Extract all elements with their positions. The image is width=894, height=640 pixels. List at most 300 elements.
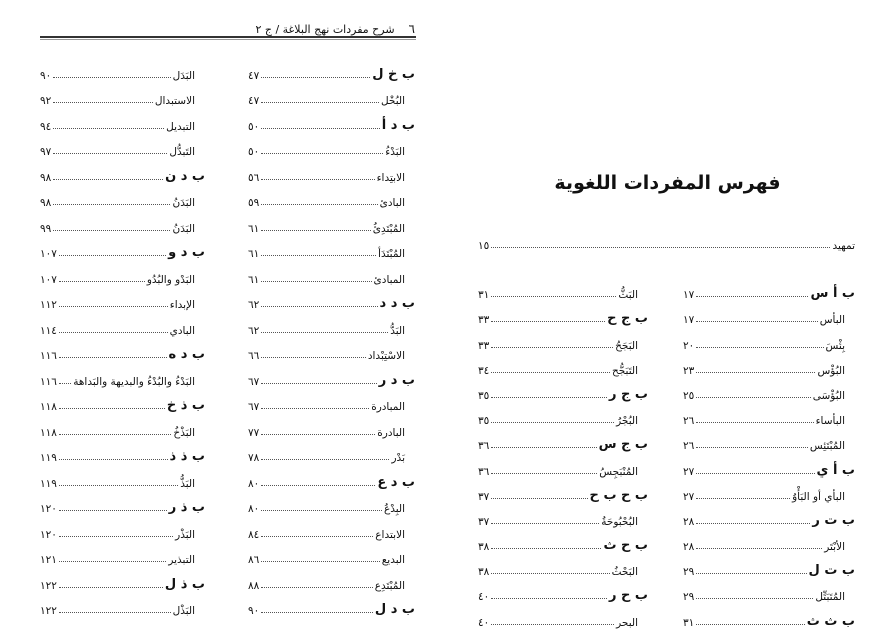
entry-page: ٣٣	[478, 314, 490, 327]
entry-term: المُبْتَدَأ	[378, 248, 405, 260]
entry-page: ٢٧	[683, 465, 695, 478]
index-entry	[40, 107, 205, 133]
dot-leader	[491, 422, 614, 423]
dot-leader	[261, 561, 379, 562]
entry-term: البَذْل	[172, 605, 195, 617]
index-entry	[248, 337, 415, 363]
entry-term: البأي أو البَأْوُ	[792, 490, 845, 503]
dot-leader	[491, 598, 607, 599]
index-entry	[683, 301, 855, 326]
index-entry	[248, 184, 415, 210]
index-root-heading	[248, 464, 415, 490]
entry-term: المُتَبَتِّل	[815, 591, 845, 604]
entry-term: البَدَنُ	[172, 197, 195, 209]
dot-leader	[261, 383, 376, 384]
index-entry	[40, 286, 205, 312]
dot-leader	[59, 332, 168, 333]
entry-term: التَبَجُّح	[611, 364, 638, 377]
entry-term: البَذْر	[175, 528, 195, 541]
entry-term: ب ذ ل	[164, 576, 205, 592]
entry-term: ب أ ي	[816, 462, 855, 478]
entry-page: ٣١	[478, 289, 490, 302]
dot-leader	[696, 397, 810, 398]
entry-page: ٤٧	[248, 95, 260, 107]
index-entry	[248, 133, 415, 159]
entry-page: ٩٤	[40, 120, 52, 133]
entry-term: ب ث ث	[806, 613, 855, 629]
entry-term: البُجْرُ	[616, 415, 638, 428]
entry-page: ٤٠	[478, 591, 490, 604]
entry-term: الاسْتِبْداد	[367, 350, 405, 362]
index-entry	[683, 326, 855, 351]
entry-term: البحر	[616, 616, 638, 629]
entry-page: ٥٦	[248, 171, 260, 184]
entry-page: ٦٧	[248, 401, 260, 413]
dot-leader	[696, 473, 814, 474]
left-page-left-column	[40, 56, 205, 617]
entry-page: ١٥	[478, 239, 490, 252]
entry-term: المُبْتَئِس	[809, 440, 845, 453]
entry-term: ب د ه	[168, 347, 205, 362]
entry-page: ٣٨	[478, 566, 490, 579]
index-entry	[248, 260, 415, 286]
running-title: شرح مفردات نهج البلاغة / ج ٢	[255, 23, 395, 36]
entry-page: ٥٠	[248, 146, 260, 158]
entry-term: ب ج ر	[609, 386, 648, 402]
index-root-heading	[40, 235, 205, 261]
dot-leader	[59, 434, 172, 435]
entry-term: ب د ر	[378, 372, 415, 388]
dot-leader	[261, 77, 370, 78]
entry-page: ٣٣	[478, 339, 490, 352]
index-root-heading	[40, 490, 205, 516]
entry-term: البَدُّ	[390, 324, 405, 337]
index-entry	[248, 388, 415, 414]
dot-leader	[491, 347, 613, 348]
entry-page: ١١٢	[40, 299, 57, 311]
entry-page: ٣٥	[478, 389, 490, 402]
dot-leader	[696, 548, 822, 549]
entry-term: ب ذ ذ	[169, 449, 205, 464]
entry-page: ١١٤	[40, 324, 57, 337]
index-root-heading	[683, 603, 855, 628]
dot-leader	[261, 179, 374, 180]
dot-leader	[491, 247, 830, 248]
entry-page: ١٢١	[40, 554, 57, 566]
dot-leader	[491, 624, 614, 625]
entry-term: البِدْعُ	[383, 503, 405, 515]
index-entry	[40, 541, 205, 567]
entry-term: البأساء	[815, 415, 845, 428]
index-root-heading	[248, 107, 415, 133]
dot-leader	[53, 153, 167, 154]
index-root-heading	[248, 286, 415, 312]
running-header	[40, 10, 415, 36]
entry-page: ١٢٠	[40, 503, 57, 515]
entry-term: البُؤْسَى	[812, 389, 845, 402]
entry-page: ١٢٢	[40, 605, 57, 617]
right-page-right-column	[683, 276, 855, 629]
index-entry	[248, 158, 415, 184]
entry-term: بَدْر	[391, 452, 405, 464]
entry-page: ١٢٢	[40, 579, 57, 592]
dot-leader	[696, 523, 810, 524]
dot-leader	[261, 230, 370, 231]
entry-term: البَدْو والبُدُو	[146, 273, 195, 286]
dot-leader	[491, 447, 596, 448]
entry-term: البَدْءُ والبُدْءُ والبديهة والبَداهة	[73, 375, 195, 388]
dot-leader	[696, 624, 804, 625]
index-title: فهرس المفردات اللغوية	[554, 172, 781, 194]
header-rule	[40, 36, 416, 38]
index-entry	[478, 503, 648, 528]
entry-term: ب ذ ر	[168, 500, 205, 515]
index-entry	[40, 82, 205, 108]
dot-leader	[261, 510, 382, 511]
entry-page: ٥٠	[248, 120, 260, 133]
index-entry	[478, 352, 648, 377]
index-root-heading	[478, 578, 648, 603]
index-entry	[40, 56, 205, 82]
entry-term: ب ذ خ	[166, 398, 205, 413]
entry-term: ب ج س	[598, 437, 648, 453]
index-entry	[683, 377, 855, 402]
entry-term: ب ح ب ح	[589, 487, 648, 503]
entry-term: البادئ	[379, 197, 405, 209]
entry-term: المُبْتَدِع	[374, 579, 405, 592]
index-entry	[248, 209, 415, 235]
entry-term: البادرة	[377, 426, 405, 439]
index-entry	[40, 209, 205, 235]
entry-page: ٩٩	[40, 222, 52, 235]
entry-page: ٣٤	[478, 364, 490, 377]
index-root-heading	[40, 337, 205, 363]
dot-leader	[53, 230, 170, 231]
entry-term: الإبداء	[169, 299, 195, 311]
entry-term: ب ج ح	[607, 311, 648, 327]
entry-term: ب د ل	[374, 602, 415, 617]
entry-page: ٦٢	[248, 324, 260, 337]
dot-leader	[59, 306, 168, 307]
dot-leader	[53, 204, 170, 205]
entry-page: ٨٠	[248, 503, 260, 515]
intro-entry	[478, 226, 855, 252]
dot-leader	[59, 485, 178, 486]
index-entry	[248, 235, 415, 261]
entry-term: المُنْبَجِسُ	[599, 465, 638, 478]
index-entry	[40, 413, 205, 439]
index-root-heading	[478, 301, 648, 326]
entry-page: ٣٨	[478, 541, 490, 554]
page-number: ٦	[408, 22, 415, 36]
entry-term: تمهيد	[832, 239, 855, 252]
index-root-heading	[248, 56, 415, 82]
entry-page: ٣١	[683, 616, 695, 629]
index-entry	[40, 362, 205, 388]
entry-page: ٢٧	[683, 490, 695, 503]
index-entry	[248, 490, 415, 516]
entry-term: ب د ع	[377, 474, 415, 490]
dot-leader	[59, 510, 167, 511]
index-entry	[40, 260, 205, 286]
index-entry	[478, 326, 648, 351]
entry-term: البُؤْس	[817, 364, 845, 377]
entry-term: البَحْثُ	[611, 566, 638, 579]
dot-leader	[261, 485, 375, 486]
dot-leader	[491, 372, 610, 373]
index-entry	[683, 402, 855, 427]
entry-term: بِئْسَ	[825, 339, 845, 352]
index-root-heading	[478, 528, 648, 553]
entry-page: ٢٦	[683, 440, 695, 453]
entry-page: ٩٠	[248, 605, 260, 617]
dot-leader	[491, 548, 601, 549]
dot-leader	[696, 598, 813, 599]
index-root-heading	[40, 439, 205, 465]
entry-term: ب ت ر	[812, 512, 855, 528]
entry-term: البُحْبُوحَةُ	[601, 515, 638, 528]
entry-term: البُخْل	[380, 95, 405, 107]
entry-page: ٦٦	[248, 350, 260, 362]
entry-page: ٨٠	[248, 477, 260, 490]
index-entry	[683, 352, 855, 377]
entry-term: البَجَحُ	[615, 339, 638, 352]
right-page-left-column	[478, 276, 648, 629]
index-entry	[478, 603, 648, 628]
entry-page: ٦١	[248, 248, 260, 260]
dot-leader	[696, 296, 808, 297]
entry-page: ٢٥	[683, 389, 695, 402]
entry-term: التبذير	[168, 554, 195, 566]
entry-term: البديع	[381, 554, 405, 566]
entry-page: ١٧	[683, 289, 695, 302]
dot-leader	[261, 281, 371, 282]
entry-page: ٣٥	[478, 415, 490, 428]
entry-page: ٢٩	[683, 566, 695, 579]
index-entry	[248, 413, 415, 439]
entry-term: البَدْءُ	[385, 146, 405, 158]
dot-leader	[261, 434, 375, 435]
entry-page: ٩٨	[40, 171, 52, 184]
dot-leader	[261, 255, 376, 256]
entry-page: ١٢٠	[40, 528, 57, 541]
entry-page: ٤٠	[478, 616, 490, 629]
entry-page: ١٧	[683, 314, 695, 327]
dot-leader	[53, 179, 163, 180]
index-entry	[248, 439, 415, 465]
index-root-heading	[40, 566, 205, 592]
index-entry	[683, 578, 855, 603]
index-root-heading	[478, 427, 648, 452]
entry-term: ب د د	[379, 296, 415, 311]
dot-leader	[261, 612, 373, 613]
entry-term: البَذْخُ	[173, 426, 195, 439]
index-entry	[683, 478, 855, 503]
entry-term: الاستبدال	[154, 95, 195, 107]
dot-leader	[261, 587, 372, 588]
dot-leader	[53, 102, 153, 103]
index-entry	[40, 184, 205, 210]
index-entry	[478, 402, 648, 427]
entry-term: البأس	[819, 314, 845, 327]
dot-leader	[491, 573, 609, 574]
entry-term: البَدَنُ	[172, 222, 195, 235]
dot-leader	[261, 332, 388, 333]
dot-leader	[59, 612, 171, 613]
index-root-heading	[248, 592, 415, 618]
dot-leader	[696, 498, 790, 499]
entry-term: ب د أ	[381, 117, 415, 133]
dot-leader	[491, 397, 607, 398]
dot-leader	[59, 536, 173, 537]
index-entry	[40, 515, 205, 541]
index-root-heading	[683, 503, 855, 528]
dot-leader	[261, 306, 377, 307]
entry-page: ١١٦	[40, 350, 57, 362]
index-entry	[248, 311, 415, 337]
index-entry	[683, 528, 855, 553]
index-entry	[478, 553, 648, 578]
entry-page: ٣٧	[478, 515, 490, 528]
index-entry	[248, 566, 415, 592]
dot-leader	[261, 153, 383, 154]
entry-page: ٥٩	[248, 197, 260, 209]
dot-leader	[59, 561, 166, 562]
dot-leader	[491, 473, 597, 474]
dot-leader	[491, 498, 587, 499]
dot-leader	[261, 408, 369, 409]
entry-term: الأبْتَر	[824, 541, 845, 554]
index-root-heading	[40, 158, 205, 184]
dot-leader	[59, 587, 163, 588]
entry-page: ١١٨	[40, 401, 57, 413]
entry-term: الابتداع	[375, 528, 405, 541]
entry-page: ٧٨	[248, 452, 260, 464]
entry-page: ٣٧	[478, 490, 490, 503]
dot-leader	[261, 459, 389, 460]
index-entry	[248, 541, 415, 567]
dot-leader	[491, 296, 616, 297]
index-root-heading	[40, 388, 205, 414]
dot-leader	[696, 422, 813, 423]
entry-page: ١١٨	[40, 426, 57, 439]
entry-page: ٢٨	[683, 515, 695, 528]
entry-term: البَدَل	[172, 69, 195, 82]
dot-leader	[696, 321, 817, 322]
dot-leader	[59, 255, 166, 256]
dot-leader	[261, 102, 379, 103]
dot-leader	[59, 459, 168, 460]
entry-term: التبديل	[166, 120, 195, 133]
entry-term: المبادرة	[371, 401, 405, 413]
index-entry	[683, 427, 855, 452]
dot-leader	[696, 447, 808, 448]
dot-leader	[696, 372, 815, 373]
entry-page: ٦٢	[248, 299, 260, 311]
index-root-heading	[683, 276, 855, 301]
entry-page: ٢٠	[683, 339, 695, 352]
dot-leader	[261, 536, 373, 537]
entry-page: ٤٧	[248, 69, 260, 82]
entry-term: ب ح ث	[603, 538, 648, 554]
dot-leader	[696, 347, 823, 348]
entry-term: البادي	[169, 324, 195, 337]
entry-page: ١١٦	[40, 375, 57, 388]
entry-page: ٢٩	[683, 591, 695, 604]
entry-term: ب د ن	[165, 168, 205, 184]
index-root-heading	[683, 553, 855, 578]
index-entry	[478, 276, 648, 301]
entry-term: البَذُّ	[180, 477, 195, 490]
entry-term: ب د و	[168, 245, 205, 260]
entry-page: ٦١	[248, 273, 260, 286]
entry-page: ٢٣	[683, 364, 695, 377]
index-entry	[40, 464, 205, 490]
index-root-heading	[478, 478, 648, 503]
index-entry	[478, 452, 648, 477]
entry-page: ١٠٧	[40, 273, 57, 286]
entry-page: ٧٧	[248, 426, 260, 439]
index-entry	[248, 515, 415, 541]
dot-leader	[261, 204, 377, 205]
index-entry	[248, 82, 415, 108]
entry-term: ب خ ل	[372, 66, 415, 82]
dot-leader	[261, 128, 379, 129]
index-entry	[40, 311, 205, 337]
dot-leader	[59, 408, 165, 409]
dot-leader	[59, 357, 167, 358]
entry-page: ١١٩	[40, 477, 57, 490]
dot-leader	[53, 128, 164, 129]
entry-page: ٣٦	[478, 440, 490, 453]
dot-leader	[261, 357, 366, 358]
index-entry	[40, 592, 205, 618]
header-rule-thin	[40, 39, 416, 40]
entry-term: المبادئ	[373, 273, 405, 286]
entry-page: ٩٨	[40, 197, 52, 209]
entry-term: المُبْتَدِئُ	[372, 222, 405, 235]
entry-term: ب ح ر	[609, 588, 648, 604]
entry-page: ٢٦	[683, 415, 695, 428]
index-root-heading	[683, 452, 855, 477]
dot-leader	[59, 383, 71, 384]
entry-page: ٦٧	[248, 375, 260, 388]
entry-page: ٨٦	[248, 554, 260, 566]
dot-leader	[491, 523, 599, 524]
entry-page: ٨٤	[248, 528, 260, 541]
dot-leader	[491, 321, 605, 322]
dot-leader	[53, 77, 170, 78]
entry-page: ٢٨	[683, 541, 695, 554]
dot-leader	[59, 281, 145, 282]
entry-term: التَبدُّل	[169, 146, 195, 158]
entry-term: الابتِداء	[376, 171, 405, 184]
left-page-right-column	[248, 56, 415, 617]
entry-term: البَثُّ	[618, 289, 638, 302]
dot-leader	[696, 573, 806, 574]
entry-term: ب ت ل	[808, 563, 855, 579]
index-root-heading	[248, 362, 415, 388]
index-root-heading	[478, 377, 648, 402]
entry-page: ١١٩	[40, 452, 57, 464]
entry-page: ٩٧	[40, 146, 52, 158]
index-entry	[40, 133, 205, 159]
entry-page: ١٠٧	[40, 248, 57, 260]
entry-page: ٦١	[248, 222, 260, 235]
entry-page: ٨٨	[248, 579, 260, 592]
entry-page: ٣٦	[478, 465, 490, 478]
entry-term: ب أ س	[810, 286, 855, 302]
